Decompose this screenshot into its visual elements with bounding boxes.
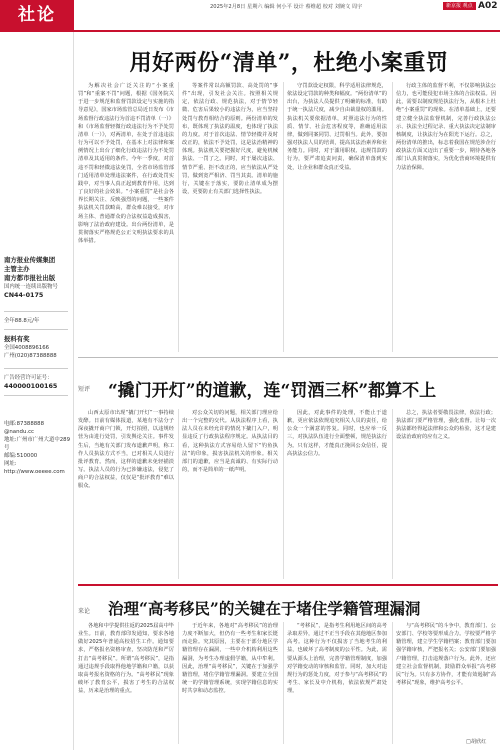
article2-headline: “撬门开灯”的道歉，连“罚酒三杯”都算不上	[108, 381, 437, 401]
article1-col3-text: 守罚款设定权限，科学适用法律规范，依法设定罚款的种类和幅度。“两份清单”的出台，为执法人员提供了明确的标准，有助于统一执法尺度，减少自由裁量权的滥用。执法机关要依据清单，对照违法行为的性质、情节、社会危害程度等，准确适用法律，做到同案同罚、过罚相当。此外，要加强对执法人员的培训，提高其法治素养和业务能力。同时，对于滥用职权、违规罚款的行为，要严肃追责问责，确保清单落到实处，让企业和群众真正受益。	[287, 83, 387, 171]
contact-info	[4, 420, 70, 476]
article3-column	[78, 622, 174, 744]
article1-col1-text: 为解决社会广泛关注的“小案重罚”和“重案不罚”问题，根据《国务院关于进一步规范和监督罚款设定与实施的指导意见》，国家市场监管总局近日发布《市场监督行政违法行为首违不罚清单（一）》和《市场监督轻微行政违法行为不予处罚清单（一）》，对两清单，在处于首违违法行为可以不予处罚，在基本上对法律和案例情况上出台了细化行政违法行为不处罚清单及其适用的条件。今年一季度，对首违不罚和轻微违法免罚，全省市场监管部门适用清单处理违法案件，在行政处罚实践中，对当事人真正起到教育作用，达到了良好的社会效果。“小案重罚”是社会各界长期关注、反映强烈的问题，一些案件执法机关罚款畸高，群众难以接受，对市场主体、普通群众的合法权益造成损害，影响了法治政府建设。出台两份清单，是贯彻落实严格规范公正文明执法要求的具体举措。	[78, 83, 174, 244]
section-divider	[78, 584, 498, 586]
article1-col4-text: 行政主体的监督不利，不仅影响执法公信力，也可能侵犯市场主体的合法权益。因此，需要以制度规范执法行为，从根本上杜绝“小案重罚”的现象。在清单基础上，还要建立健全执法监督机制，完善行政执法公示、执法全过程记录、重大执法决定法制审核制度，让执法行为在阳光下运行。总之，两份清单的推出，标志着我国在规范涉企行政执法方面又迈出了重要一步，期待各地各部门认真贯彻落实，为优化营商环境提供有力法治保障。	[396, 83, 496, 171]
column-divider	[178, 622, 179, 744]
column-divider	[283, 82, 284, 352]
sidebar-divider	[4, 329, 68, 330]
sidebar-divider	[4, 368, 68, 369]
article3-col1-text: 各地和中学提供往返的2025届高中毕业生。日前，教育部印发通知，要求各地做好2025年普通高校招生工作。通知要求，严格报名资格审查，坚决防范和严厉打击“高考移民”。所谓“高考移民”，是指通过违规手段取得他地学籍和户籍，以获取高考报名资格的行为。“高考移民”现象破坏了教育公平，损害了考生的合法权益，历来是治理的重点。	[78, 623, 174, 695]
ad-license-info	[4, 374, 70, 391]
publisher-line-4: 国内统一连续出版物号	[4, 284, 58, 290]
article1-column	[78, 82, 174, 352]
price-line: 全年88.8元/年	[4, 318, 40, 324]
article1-column	[182, 82, 278, 352]
sidebar-divider	[4, 395, 68, 396]
column-divider	[392, 82, 393, 352]
article3-col2-text: 于近年来，各地对“高考移民”的治理力度不断加大，但仍有一些考生和家长铤而走险。究其原因，主要在于部分地区学籍管理存在漏洞，一些中介机构利用这些漏洞，为考生办理虚假学籍，从中牟利。因此，治理“高考移民”，关键在于加强学籍管理，堵住学籍管理漏洞。要建立全国统一的学籍管理系统，实现学籍信息的实时共享和动态监控。	[182, 623, 278, 695]
article3-column	[396, 622, 496, 736]
article2-column	[287, 409, 387, 579]
contact-line-6: http://www.oeeee.com	[4, 469, 65, 475]
article1-column	[287, 82, 387, 352]
header-meta: 2025年2月8日 星期六 编辑 何小平 设计 蔡维超 校对 刘婉文 周宇	[210, 4, 363, 10]
column-divider	[178, 409, 179, 579]
article3-column	[287, 622, 387, 744]
article2-column	[78, 409, 174, 579]
article1-col2-text: 等案件常以高额罚款、高处罚的“事件”出现，引发社会关注。按照相关规定，依法行政、规范执法，对于情节轻微、危害后果较小的违法行为，应当坚持处罚与教育相结合的原则。两份清单的发布，既体现了执法的温度，也体现了执法的力度。对于首次违法、情节轻微并及时改正的，依法不予处罚，这是法治精神的体现。执法机关要把握好尺度，避免机械执法、一罚了之。同时，对于屡次违法、情节严重、拒不改正的，应当依法从严处罚，做到宽严相济、罚当其责。清单的施行，关键在于落实，要防止清单成为摆设，更要防止有关部门选择性执法。	[182, 83, 278, 196]
article3-byline: □胡欣红	[466, 739, 487, 745]
article3-headline: 治理“高考移民”的关键在于堵住学籍管理漏洞	[108, 599, 421, 618]
page-number: A02	[478, 1, 498, 11]
article3-col4-text: 与“高考移民”的斗争中，教育部门、公安部门、学校等要形成合力。学校要严格学籍管理，建立学生学籍档案；教育部门要加强学籍审核，严把报名关；公安部门要加强户籍管理，打击违规落户行为。此外，还应建立社会监督机制，鼓励群众举报“高考移民”行为。只有多方协作，才能有效遏制“高考移民”现象，维护高考公平。	[396, 623, 496, 687]
publisher-line-2: 主管主办	[4, 265, 30, 273]
hotline-info	[4, 335, 70, 360]
column-divider	[283, 409, 284, 579]
article3-column	[182, 622, 278, 744]
article2-col1-text: 山西太原市出现“撬门开灯”一事持续发酵。日前有媒体报道，某地有不法分子深夜撬开商户门锁，开灯拍照，以违规经营为由进行处罚，引发舆论关注。事件发生后，当地有关部门发布道歉声明，称工作人员执法方式不当，已对相关人员进行批评教育。然而，这样的道歉未免轻描淡写。执法人员的行为已涉嫌违法，侵犯了商户的合法权益，仅仅是“批评教育”难以服众。	[78, 410, 174, 490]
article1-headline: 用好两份“清单”，杜绝小案重罚	[129, 50, 449, 76]
column-divider	[392, 622, 393, 744]
column-divider	[283, 622, 284, 744]
article2-col2-text: 对公众关切的问题，相关部门理应给出一个完整的交代。从执法程序上看，执法人员在未经允许的情况下撬门入户，明显违反了行政执法程序规定。从执法目的看，这种执法方式容易给人留下“钓鱼执法”的印象，损害执法机关的形象。相关部门的道歉，应当是真诚的、有实际行动的，而不是简单的一纸声明。	[182, 410, 278, 474]
article3-col3-text: “考移民”，是指考生利用地区间的高考录取差异，通过不正当手段在其他地区参加高考。这种行为不仅损害了当地考生的利益，也破坏了高考制度的公平性。为此，需要从源头上治理，完善学籍管理制度，加强对学籍变动的审核和监管。同时，加大对违规行为的惩处力度，对于参与“高考移民”的考生、家长及中介机构，依法依规严肃处理。	[287, 623, 387, 695]
sidebar	[0, 32, 74, 750]
hotline-line-1: 全国4008896166	[4, 345, 50, 351]
header-badge: 新京报 观点	[443, 2, 476, 10]
article2-col4-text: 总之，执法者要敬畏法律，依法行政；执法部门要严格管理，强化监督。让每一次执法都经得起法律和公众的检验，这才是建设法治政府的应有之义。	[396, 410, 496, 441]
ad-license-number: 440000100165	[4, 382, 58, 390]
publisher-line-3: 南方都市报社出版	[4, 274, 56, 282]
article2-label: 短评	[78, 386, 91, 393]
contact-line-5: 网址:	[4, 461, 17, 467]
contact-line-3: 地址:广州市广州大道中289号	[4, 437, 71, 451]
hotline-title: 报料有奖	[4, 335, 30, 343]
section-tag: 社论	[0, 0, 74, 30]
article3-label: 来论	[78, 608, 91, 615]
masthead	[0, 0, 500, 30]
article2-col3-text: 因此，对此事件的处理，不能止于道歉，更应依法依规追究相关人员的责任，给公众一个满意的答复。同时，也应举一反三，对执法队伍进行全面整顿，规范执法行为。只有这样，才能真正挽回公众信任，提高执法公信力。	[287, 410, 387, 457]
publisher-info	[4, 256, 70, 300]
article2-column	[396, 409, 496, 579]
article1-column	[396, 82, 496, 352]
contact-line-4: 邮编:510000	[4, 453, 38, 459]
column-divider	[178, 82, 179, 352]
contact-line-1: 电邮:87388888	[4, 421, 45, 427]
ad-license-title: 广告经营许可证号：	[4, 375, 53, 381]
contact-line-2: @nandu.cc	[4, 429, 35, 435]
article2-column	[182, 409, 278, 579]
publisher-line-5: CN44-0175	[4, 291, 44, 299]
publisher-line-1: 南方报业传媒集团	[4, 256, 56, 264]
sidebar-divider	[4, 311, 68, 312]
section-divider	[78, 357, 498, 358]
hotline-line-2: 广州(020)87388888	[4, 353, 57, 359]
main-content	[78, 32, 500, 750]
column-divider	[392, 409, 393, 579]
price-info	[4, 317, 70, 325]
